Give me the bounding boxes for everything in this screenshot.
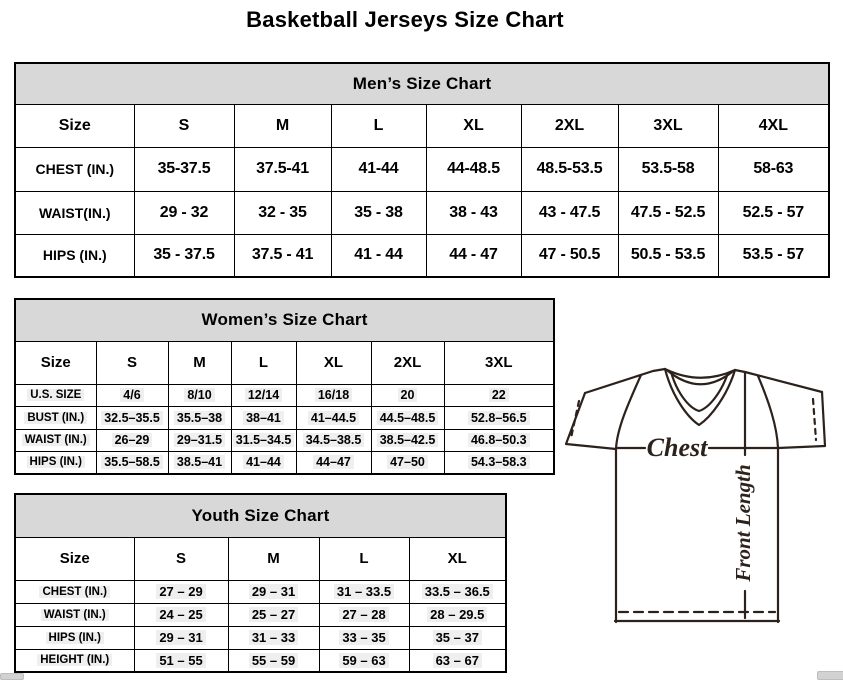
cell [718,191,829,234]
cell-value: 38.5–42.5 [377,433,439,447]
cell-value: 37.5 - 41 [251,246,314,264]
front-length-label: Front Length [730,464,755,582]
table-row [15,147,829,191]
table-row [15,384,554,406]
cell-value: 63 – 67 [433,653,482,668]
cell [409,649,506,672]
cell-value: 35 – 37 [433,630,482,645]
cell [228,580,319,603]
cell-value: 27 – 28 [339,607,388,622]
cell-value: 41 - 44 [354,246,403,264]
cell-value: 24 – 25 [156,607,205,622]
row-label-text: WAIST (IN.) [22,434,90,446]
cell-value: 29 - 32 [159,203,209,221]
cell [371,406,444,429]
cell-value: 16/18 [315,388,352,402]
cell [718,147,829,191]
cell [231,384,296,406]
cell-value: 34.5–38.5 [303,433,365,447]
row-label-text: WAIST (IN.) [41,609,109,621]
column-header: 3XL [618,104,718,147]
cell-value: 44.5–48.5 [377,411,439,425]
cell-value: 59 – 63 [339,653,388,668]
column-header: XL [409,537,506,580]
column-header: S [96,341,168,384]
chest-label: Chest [646,433,708,462]
page-title: Basketball Jerseys Size Chart [246,7,564,32]
row-label [15,147,134,191]
table-row [15,451,554,474]
cell-value: 38.5–41 [174,455,225,469]
cell-value: 29 – 31 [156,630,205,645]
cell [426,234,521,277]
column-header: S [134,537,228,580]
cell [168,451,231,474]
row-label-text: CHEST (IN.) [39,586,110,598]
cell-value: 31.5–34.5 [233,433,295,447]
jersey-left-sleeve-stitch [571,401,579,438]
column-header: L [319,537,409,580]
cell [134,649,228,672]
cell [231,451,296,474]
mens-size-table [14,62,830,278]
cell [134,580,228,603]
cell-value: 29 – 31 [249,584,298,599]
cell [134,626,228,649]
cell [319,580,409,603]
cell [409,580,506,603]
cell-value: 53.5-58 [641,160,695,177]
cell-value: 41–44.5 [308,411,359,425]
column-header: Size [15,104,134,147]
column-header: S [134,104,234,147]
column-header: L [231,341,296,384]
column-header: 2XL [521,104,618,147]
table-row [15,191,829,234]
cell-value: 35 - 37.5 [153,246,215,264]
cell-value: 12/14 [245,388,282,402]
column-header: XL [426,104,521,147]
row-label-text: HIPS (IN.) [46,632,104,644]
row-label [15,191,134,234]
cell [296,451,371,474]
jersey-left-shoulder [585,369,665,393]
row-label [15,603,134,626]
cell-value: 48.5-53.5 [536,160,603,177]
table-row [15,603,506,626]
cell [444,406,554,429]
row-label [15,649,134,672]
cell [444,384,554,406]
cell-value: 37.5-41 [256,160,309,177]
section-title: Men’s Size Chart [15,63,829,104]
section-title: Youth Size Chart [15,494,506,537]
cell-value: 29–31.5 [174,433,225,447]
cell [228,603,319,626]
column-header: M [234,104,331,147]
row-label-text: BUST (IN.) [24,412,87,424]
cell-value: 32 - 35 [258,203,307,221]
cell [228,626,319,649]
row-label-text: HIPS (IN.) [42,247,107,264]
column-header: Size [15,341,96,384]
cell-value: 4/6 [120,388,143,402]
cell-value: 20 [398,388,418,402]
cell [426,147,521,191]
cell-value: 35.5–38 [174,411,225,425]
cell-value: 52.5 - 57 [742,203,804,221]
column-header: L [331,104,426,147]
row-label-text: CHEST (IN.) [35,161,115,177]
youth-size-table [14,493,507,673]
cell [296,429,371,451]
cell [231,406,296,429]
cell [618,234,718,277]
row-label [15,451,96,474]
cell-value: 33 – 35 [339,630,388,645]
cell [134,603,228,626]
cell-value: 50.5 - 53.5 [630,246,706,264]
cell [134,191,234,234]
cell-value: 8/10 [184,388,214,402]
table-row [15,649,506,672]
cell [228,649,319,672]
cell-value: 47 - 50.5 [538,246,601,264]
cell [134,234,234,277]
cell-value: 47–50 [387,455,428,469]
cell-value: 38 - 43 [449,203,498,221]
row-label-text: U.S. SIZE [27,389,84,401]
row-label [15,406,96,429]
jersey-right-armhole-seam [758,376,778,448]
table-row [15,626,506,649]
cell [409,626,506,649]
row-label [15,626,134,649]
row-label [15,234,134,277]
table-row [15,406,554,429]
cell [521,234,618,277]
cell [618,191,718,234]
table-row [15,429,554,451]
cell-value: 25 – 27 [249,607,298,622]
cell-value: 26–29 [112,433,153,447]
cell [134,147,234,191]
cell [296,384,371,406]
cell-value: 41-44 [358,160,399,177]
cell-value: 31 – 33 [249,630,298,645]
table-row [15,580,506,603]
column-header: 2XL [371,341,444,384]
womens-size-table [14,298,555,475]
cell-value: 53.5 - 57 [742,246,804,264]
cell [234,234,331,277]
cell [521,191,618,234]
cell-value: 43 - 47.5 [538,203,601,221]
cell-value: 44–47 [313,455,354,469]
cell-value: 44 - 47 [449,246,498,264]
jersey-right-sleeve [778,392,825,448]
table-row [15,234,829,277]
cell [331,147,426,191]
cell [444,429,554,451]
cell-value: 27 – 29 [156,584,205,599]
cell [96,451,168,474]
cell-value: 58-63 [753,160,794,177]
cell [96,384,168,406]
cell-value: 22 [489,388,509,402]
cell [96,429,168,451]
cell [521,147,618,191]
cell-value: 51 – 55 [156,653,205,668]
cell [371,384,444,406]
cell [231,429,296,451]
jersey-left-armhole-seam [616,375,641,449]
cell-value: 55 – 59 [249,653,298,668]
cell [319,649,409,672]
cell-value: 47.5 - 52.5 [630,203,706,221]
cell [319,603,409,626]
cell [718,234,829,277]
jersey-right-shoulder [735,370,822,392]
jersey-right-sleeve-stitch [813,399,816,440]
cell [618,147,718,191]
cell [296,406,371,429]
cell-value: 38–41 [243,411,284,425]
jersey-left-sleeve [566,393,616,449]
column-header: XL [296,341,371,384]
row-label [15,429,96,451]
cell [371,451,444,474]
column-header: M [168,341,231,384]
cell [409,603,506,626]
cell [444,451,554,474]
cell [319,626,409,649]
cell-value: 28 – 29.5 [427,607,487,622]
cell-value: 54.3–58.3 [468,455,530,469]
row-label [15,580,134,603]
cell-value: 52.8–56.5 [468,411,530,425]
cell [168,406,231,429]
cell [96,406,168,429]
cell-value: 33.5 – 36.5 [422,584,493,599]
column-header: 3XL [444,341,554,384]
cell-value: 41–44 [243,455,284,469]
cell-value: 46.8–50.3 [468,433,530,447]
cell [234,147,331,191]
cell [331,234,426,277]
column-header: Size [15,537,134,580]
column-header: M [228,537,319,580]
row-label-text: WAIST(IN.) [38,204,111,221]
cell-value: 35 - 38 [354,203,403,221]
cell [426,191,521,234]
row-label-text: HEIGHT (IN.) [37,654,112,666]
cell-value: 35-37.5 [157,160,211,177]
cell-value: 31 – 33.5 [334,584,394,599]
cell-value: 32.5–35.5 [101,411,163,425]
cell [168,384,231,406]
cell [234,191,331,234]
row-label-text: HIPS (IN.) [27,456,85,468]
cell [331,191,426,234]
row-label [15,384,96,406]
column-header: 4XL [718,104,829,147]
cell [371,429,444,451]
cell-value: 44-48.5 [447,160,500,177]
cell [168,429,231,451]
cell-value: 35.5–58.5 [101,455,163,469]
jersey-measurement-diagram [557,360,838,628]
section-title: Women’s Size Chart [15,299,554,341]
